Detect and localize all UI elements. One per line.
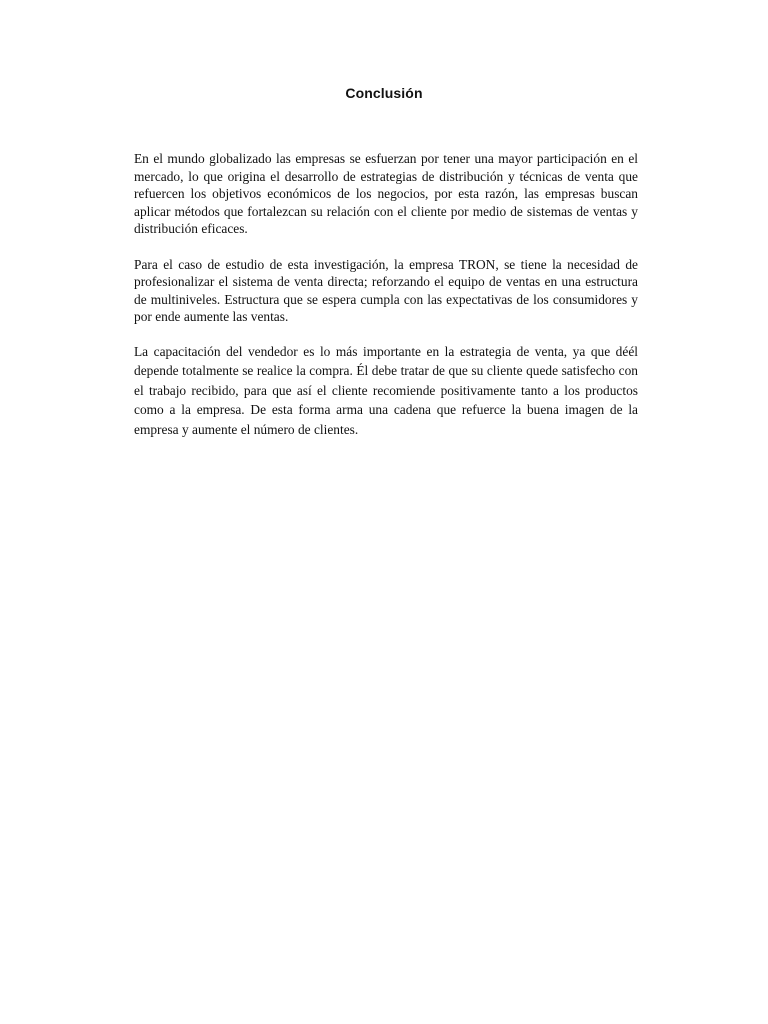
paragraph-3: La capacitación del vendedor es lo más importante en la estrategia de venta, ya que déél depende totalmente se realice la compra. Él debe tratar de que su cliente quede satisfecho con el trabajo recibido, para que así el cliente recomiende positivamente tanto a los productos como a la empresa. De esta forma arma una cadena que refuerce la buena imagen de la empresa y aumente el número de clientes. bbox=[134, 343, 638, 437]
document-body bbox=[134, 150, 638, 439]
paragraph-2: Para el caso de estudio de esta investigación, la empresa TRON, se tiene la necesidad de profesionalizar el sistema de venta directa; reforzando el equipo de ventas en una estructura de multiniveles. Estructura que se espera cumpla con las expectativas de los consumidores y por ende aumente las ventas. bbox=[134, 256, 638, 324]
page-title: Conclusión bbox=[345, 85, 423, 101]
paragraph-1: En el mundo globalizado las empresas se esfuerzan por tener una mayor participación en el mercado, lo que origina el desarrollo de estrategias de distribución y técnicas de venta que refuercen los objetivos económicos de los negocios, por esta razón, las empresas buscan aplicar métodos que fortalezcan su relación con el cliente por medio de sistemas de ventas y distribución eficaces. bbox=[134, 151, 638, 236]
